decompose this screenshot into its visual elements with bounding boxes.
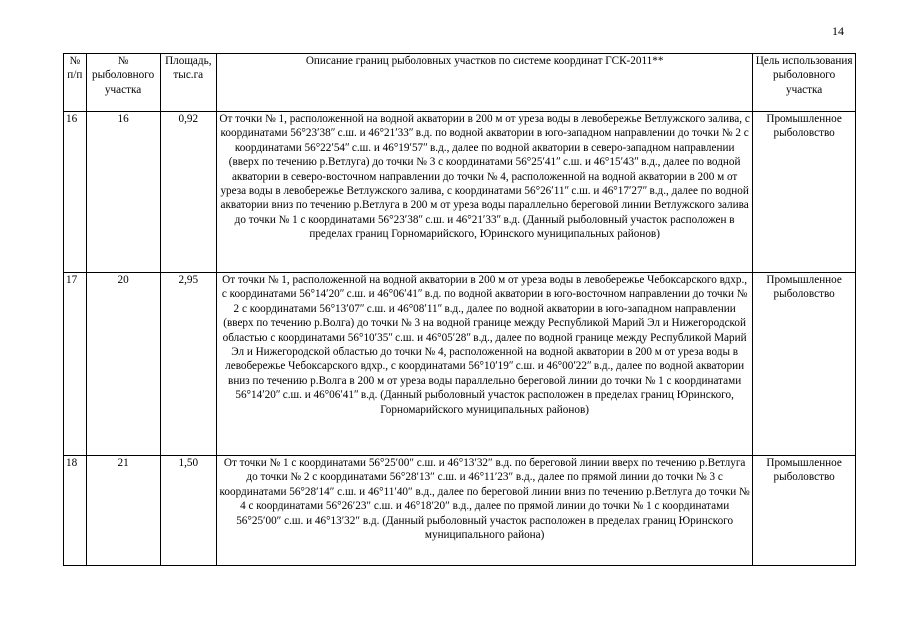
row-description: От точки № 1 с координатами 56°25′00″ с.ш. и 46°13′32″ в.д. по береговой линии вверх по течению р.Ветлуга до точки № 2 с координатами 56°28′13″ с.ш. и 46°11′23″ в.д., далее по прямой линии до точки № 3 с координатами 56°28′14″ с.ш. и 46°11′40″ в.д., далее по береговой линии вниз по течению р.Ветлуга до точки № 4 с координатами 56°26′23″ с.ш. и 46°18′20″ в.д., далее по прямой линии до точки № 1 с координатами 56°25′00″ с.ш. и 46°13′32″ в.д. (Данный рыболовный участок расположен в пределах границ Юринского муниципального района): [217, 456, 753, 566]
page-number: 14: [832, 24, 844, 38]
table-header-row: [64, 54, 856, 112]
row-area: 0,92: [160, 112, 216, 273]
row-num: 17: [64, 273, 87, 456]
table-row: [64, 273, 856, 456]
row-purpose: Промышленное рыболовство: [753, 456, 856, 566]
row-description: От точки № 1, расположенной на водной акватории в 200 м от уреза воды в левобережье Ветлужского залива, с координатами 56°23ʹ38ʺ с.ш. и 46°21ʹ33ʺ в.д. по водной акватории в юго-западном направлении до точки № 2 с координатами 56°22ʹ54ʺ с.ш. и 46°19ʹ57ʺ в.д., далее по водной акватории в северо-западном направлении (вверх по течению р.Ветлуга) до точки № 3 с координатами 56°25ʹ41ʺ с.ш. и 46°15ʹ43ʺ в.д., далее по водной акватории в северо-восточном направлении до точки № 4, расположенной на водной акватории в 200 м от уреза воды в левобережье Ветлужского залива, с координатами 56°26ʹ11ʺ с.ш. и 46°17ʹ27ʺ в.д., далее по водной акватории вниз по течению р.Ветлуга в 200 м от уреза воды параллельно береговой линии Ветлужского залива до точки № 1 с координатами 56°23ʹ38ʺ с.ш. и 46°21ʹ33ʺ в.д. (Данный рыболовный участок расположен в пределах границ Горномарийского, Юринского муниципальных районов): [217, 112, 753, 273]
row-plot-number: 16: [86, 112, 160, 273]
row-purpose: Промышленное рыболовство: [753, 112, 856, 273]
row-purpose: Промышленное рыболовство: [753, 273, 856, 456]
header-num: № п/п: [64, 54, 87, 112]
header-purpose: Цель использования рыболовного участка: [753, 54, 856, 112]
row-num: 18: [64, 456, 87, 566]
table-row: [64, 456, 856, 566]
table-row: [64, 112, 856, 273]
row-num: 16: [64, 112, 87, 273]
row-plot-number: 20: [86, 273, 160, 456]
header-description: Описание границ рыболовных участков по системе координат ГСК-2011**: [217, 54, 753, 112]
fishing-plots-table: [63, 53, 856, 566]
row-plot-number: 21: [86, 456, 160, 566]
row-area: 2,95: [160, 273, 216, 456]
header-plot-number: № рыболовного участка: [86, 54, 160, 112]
row-description: От точки № 1, расположенной на водной акватории в 200 м от уреза воды в левобережье Чебоксарского вдхр., с координатами 56°14ʹ20ʺ с.ш. и 46°06ʹ41ʺ в.д. по водной акватории в юго-восточном направлении до точки № 2 с координатами 56°13ʹ07ʺ с.ш. и 46°08ʹ11ʺ в.д., далее по водной акватории в юго-западном направлении (вверх по течению р.Волга) до точки № 3 на водной границе между Республикой Марий Эл и Нижегородской областью с координатами 56°10ʹ35ʺ с.ш. и 46°05ʹ28ʺ в.д., далее по водной границе между Республикой Марий Эл и Нижегородской областью до точки № 4, расположенной на водной акватории в 200 м от уреза воды в левобережье Чебоксарского вдхр., с координатами 56°10ʹ19ʺ с.ш. и 46°00ʹ22ʺ в.д., далее по водной акватории вниз по течению р.Волга в 200 м от уреза воды параллельно береговой линии до точки № 1 с координатами 56°14ʹ20ʺ с.ш. и 46°06ʹ41ʺ в.д. (Данный рыболовный участок расположен в пределах границ Юринского, Горномарийского муниципальных районов): [217, 273, 753, 456]
header-area: Площадь, тыс.га: [160, 54, 216, 112]
row-area: 1,50: [160, 456, 216, 566]
